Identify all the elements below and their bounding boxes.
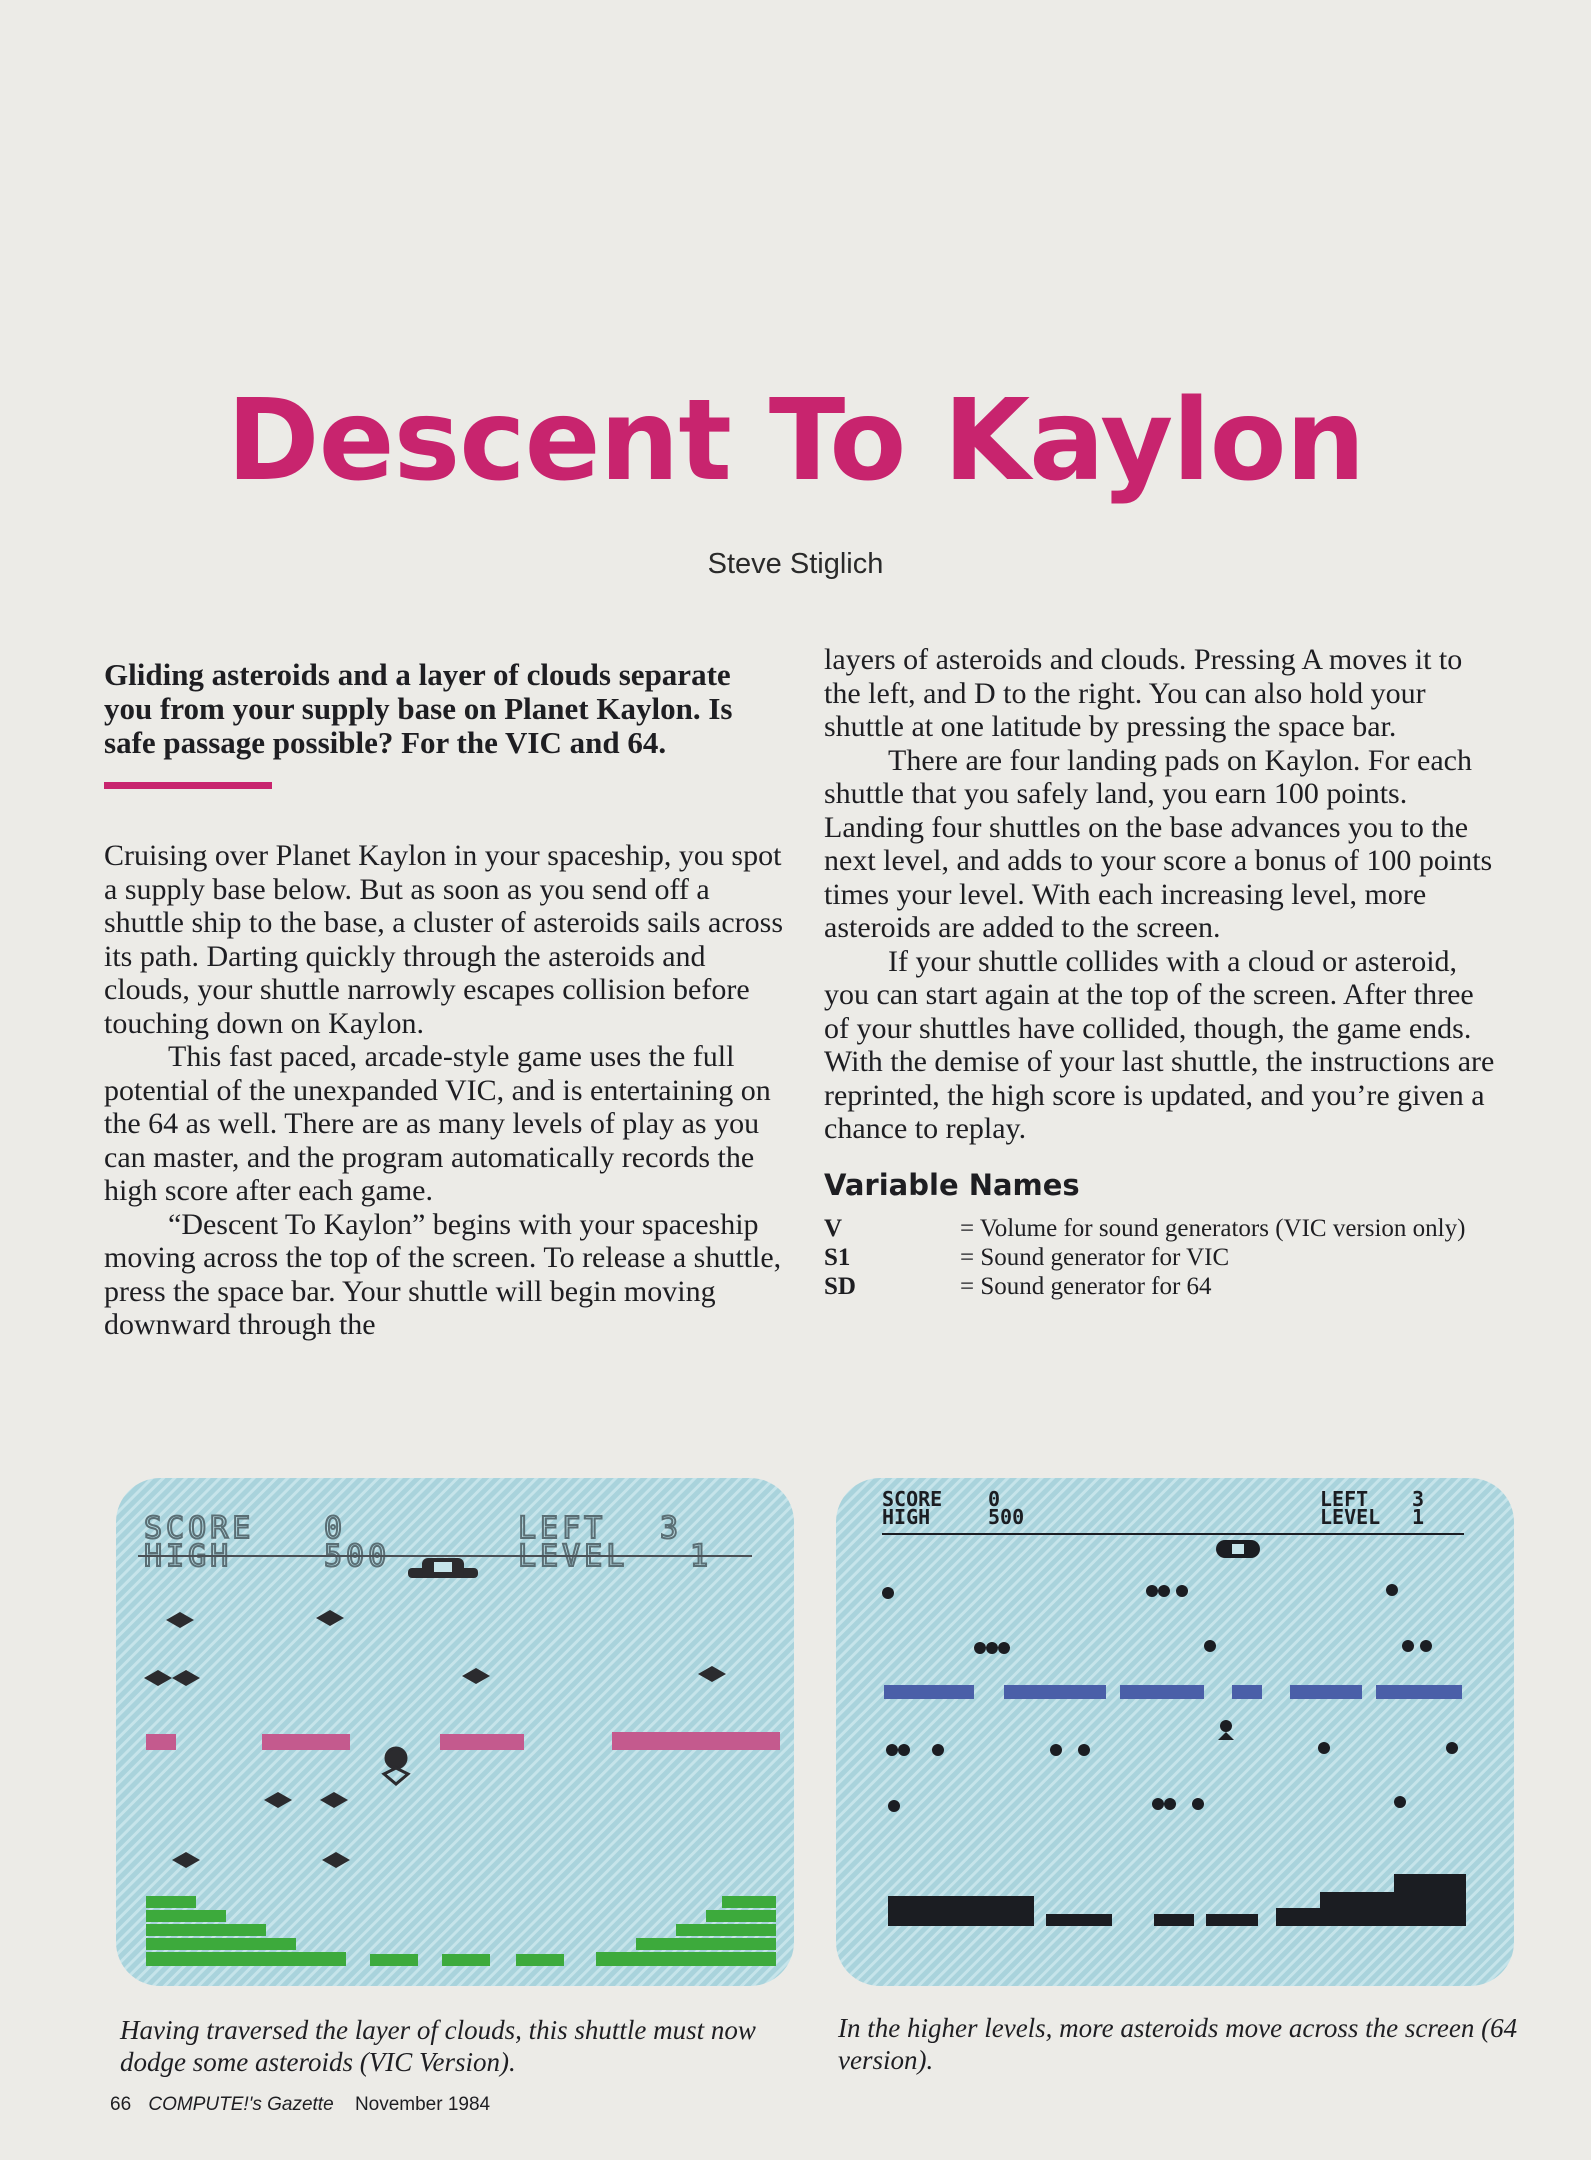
cloud-block (1232, 1685, 1262, 1699)
body-paragraph-1: Cruising over Planet Kaylon in your spaceship, you spot a supply base below. But as soon as you send off a shuttle ship to the base, a cluster of asteroids sails across its path. Darting quickly through the asteroids and clouds, your shuttle narrowly escapes collision before touching down on Kaylon. (104, 839, 784, 1040)
score-value: 0 (988, 1487, 1001, 1511)
asteroid-icon (1146, 1585, 1158, 1597)
left-label: LEFT (518, 1511, 607, 1546)
asteroid-icon (1158, 1585, 1170, 1597)
variables-heading: Variable Names (824, 1167, 1080, 1202)
variable-row (824, 1243, 1504, 1272)
c64-caption: In the higher levels, more asteroids move across the screen (64 version). (838, 2013, 1518, 2075)
issue-date: November 1984 (354, 2094, 491, 2115)
variable-desc: = Volume for sound generators (VIC version only) (960, 1214, 1466, 1242)
left-value: 3 (1412, 1487, 1425, 1511)
high-label: HIGH (882, 1505, 931, 1529)
variable-desc: = Sound generator for VIC (960, 1243, 1230, 1271)
variable-name: SD (824, 1272, 856, 1300)
left-value: 3 (660, 1511, 683, 1546)
vic-caption: Having traversed the layer of clouds, this shuttle must now dodge some asteroids (VIC Version). (120, 2015, 756, 2077)
article-author: Steve Stiglich (707, 548, 884, 580)
page-footer (110, 2094, 490, 2116)
cloud-block (612, 1732, 780, 1750)
asteroid-icon (1050, 1744, 1062, 1756)
asteroid-icon (1386, 1584, 1398, 1596)
level-label: LEVEL (1320, 1505, 1381, 1529)
variable-name: S1 (824, 1243, 851, 1271)
cloud-block (884, 1685, 974, 1699)
asteroid-icon (1192, 1798, 1204, 1810)
cloud-block (1376, 1685, 1462, 1699)
left-label: LEFT (1320, 1487, 1369, 1511)
high-value: 500 (988, 1505, 1025, 1529)
vic-screenshot (116, 1478, 794, 1986)
asteroid-icon (1446, 1742, 1458, 1754)
deck-rule (104, 782, 272, 789)
body-paragraph-3: “Descent To Kaylon” begins with your spaceship moving across the top of the screen. To release a shuttle, press the space bar. Your shuttle will begin moving downward through the (104, 1207, 782, 1341)
level-label: LEVEL (518, 1539, 629, 1574)
asteroid-icon (986, 1642, 998, 1654)
article-title: Descent To Kaylon (226, 376, 1365, 506)
asteroid-icon (1402, 1640, 1414, 1652)
landing-pad (442, 1954, 490, 1966)
asteroid-icon (1176, 1585, 1188, 1597)
asteroid-icon (1420, 1640, 1432, 1652)
level-value: 1 (690, 1539, 713, 1574)
magazine-name: COMPUTE!'s Gazette (148, 2094, 334, 2115)
asteroid-icon (1318, 1742, 1330, 1754)
asteroid-icon (1394, 1796, 1406, 1808)
high-label: HIGH (144, 1539, 233, 1574)
asteroid-icon (1078, 1744, 1090, 1756)
asteroid-icon (932, 1744, 944, 1756)
body-paragraph-5: There are four landing pads on Kaylon. For each shuttle that you safely land, you earn 100 points. Landing four shuttles on the base advances you to the next level, and adds to your score a bonus of 100 points times your level. With each increasing level, more asteroids are added to the screen. (824, 743, 1493, 944)
cloud-block (146, 1734, 176, 1750)
asteroid-icon (898, 1744, 910, 1756)
right-column (824, 643, 1504, 1301)
level-value: 1 (1412, 1505, 1425, 1529)
cloud-block (440, 1734, 524, 1750)
asteroid-icon (1152, 1798, 1164, 1810)
variable-name: V (824, 1214, 843, 1242)
landing-pad (1046, 1914, 1112, 1926)
landing-pad (1206, 1914, 1258, 1926)
body-paragraph-2: This fast paced, arcade-style game uses the full potential of the unexpanded VIC, and is entertaining on the 64 as well. There are as many levels of play as you can master, and the program automatically records the high score after each game. (104, 1040, 771, 1207)
body-paragraph-6: If your shuttle collides with a cloud or asteroid, you can start again at the top of the screen. After three of your shuttles have collided, though, the game ends. With the demise of your last shuttle, the instructions are reprinted, the high score is updated, and you’re given a chance to replay. (824, 944, 1495, 1145)
page-number: 66 (110, 2094, 132, 2115)
article-deck: Gliding asteroids and a layer of clouds separate you from your supply base on Planet Kaylon. Is safe passage possible? For the VIC and 64. (104, 657, 733, 760)
landing-pad (370, 1954, 418, 1966)
asteroid-icon (1164, 1798, 1176, 1810)
asteroid-icon (886, 1744, 898, 1756)
asteroid-icon (998, 1642, 1010, 1654)
asteroid-icon (888, 1800, 900, 1812)
body-paragraph-4: layers of asteroids and clouds. Pressing A moves it to the left, and D to the right. You can also hold your shuttle at one latitude by pressing the space bar. (824, 643, 1463, 743)
variables-list (824, 1214, 1504, 1301)
cloud-block (262, 1734, 350, 1750)
score-label: SCORE (882, 1487, 943, 1511)
mothership-icon (1216, 1540, 1260, 1558)
asteroid-icon (1204, 1640, 1216, 1652)
cloud-block (1004, 1685, 1106, 1699)
asteroid-icon (974, 1642, 986, 1654)
score-value: 0 (324, 1511, 347, 1546)
variable-row (824, 1214, 1504, 1243)
c64-screenshot (836, 1478, 1514, 1986)
score-label: SCORE (144, 1511, 255, 1546)
high-value: 500 (324, 1539, 391, 1574)
cloud-block (1120, 1685, 1204, 1699)
asteroid-icon (882, 1587, 894, 1599)
landing-pad (516, 1954, 564, 1966)
landing-pad (1154, 1914, 1194, 1926)
variable-row (824, 1272, 1504, 1301)
left-column (104, 658, 784, 1342)
cloud-block (1290, 1685, 1362, 1699)
variable-desc: = Sound generator for 64 (960, 1272, 1212, 1300)
